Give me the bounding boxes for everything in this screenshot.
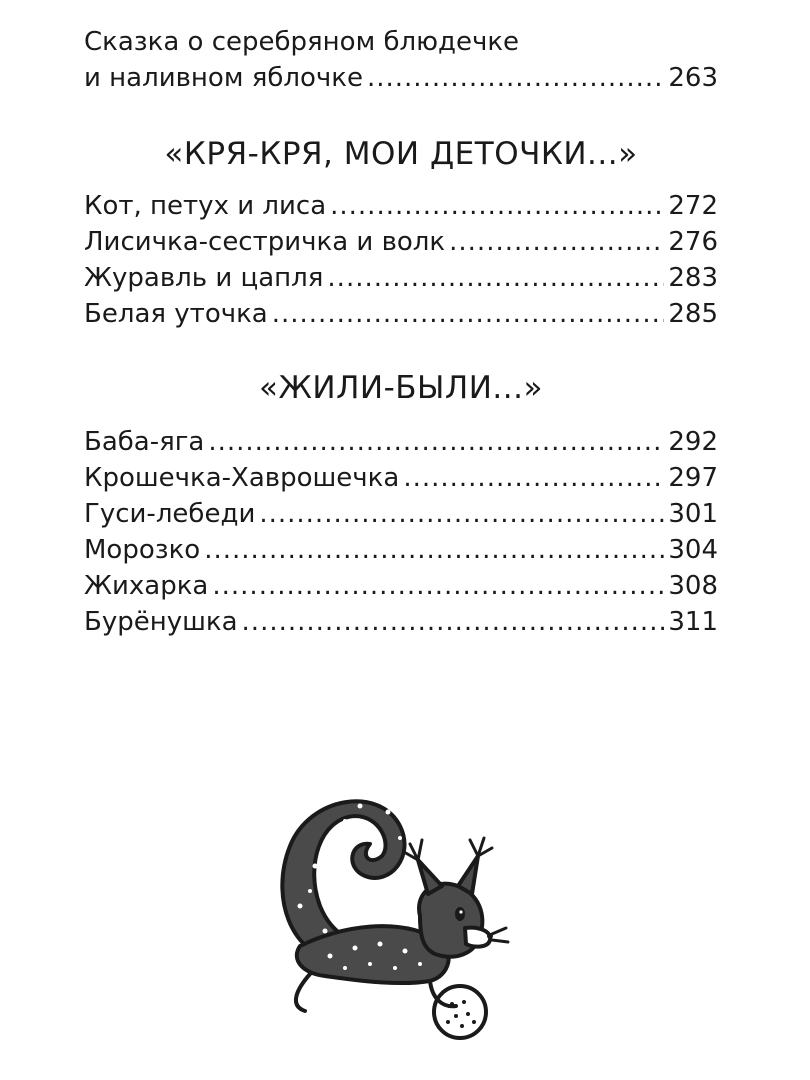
toc-entry bbox=[84, 188, 718, 224]
toc-entry-title: Гуси-лебеди bbox=[84, 499, 256, 529]
squirrel-illustration-icon bbox=[270, 776, 520, 1056]
toc-entry bbox=[84, 60, 718, 96]
dot-leader bbox=[204, 532, 664, 568]
toc-entry-page: 263 bbox=[668, 63, 718, 93]
dot-leader bbox=[259, 496, 664, 532]
table-of-contents bbox=[84, 24, 718, 640]
toc-entry bbox=[84, 424, 718, 460]
dot-leader bbox=[327, 260, 664, 296]
toc-entry-page: 304 bbox=[668, 535, 718, 565]
toc-entry-title-line-1: Сказка о серебряном блюдечке bbox=[84, 27, 520, 57]
toc-entry bbox=[84, 460, 718, 496]
toc-entry-title: Белая уточка bbox=[84, 299, 268, 329]
toc-entry bbox=[84, 568, 718, 604]
toc-entry-title: Жихарка bbox=[84, 571, 209, 601]
toc-entry-page: 311 bbox=[668, 607, 718, 637]
toc-entry bbox=[84, 296, 718, 332]
dot-leader bbox=[208, 424, 664, 460]
toc-entry-title: Бурёнушка bbox=[84, 607, 238, 637]
toc-entry-title: Баба-яга bbox=[84, 427, 205, 457]
toc-entry bbox=[84, 604, 718, 640]
toc-entry bbox=[84, 260, 718, 296]
section-heading: «ЖИЛИ-БЫЛИ...» bbox=[259, 370, 543, 406]
toc-entry-title: Лисичка-сестричка и волк bbox=[84, 227, 446, 257]
toc-entry-title: и наливном яблочке bbox=[84, 63, 363, 93]
section-heading: «КРЯ-КРЯ, МОИ ДЕТОЧКИ...» bbox=[164, 136, 638, 172]
toc-entry-page: 292 bbox=[668, 427, 718, 457]
dot-leader bbox=[212, 568, 664, 604]
toc-entry bbox=[84, 224, 718, 260]
toc-entry-page: 297 bbox=[668, 463, 718, 493]
toc-entry-title: Журавль и цапля bbox=[84, 263, 324, 293]
dot-leader bbox=[272, 296, 665, 332]
toc-entry bbox=[84, 496, 718, 532]
toc-entry bbox=[84, 532, 718, 568]
toc-entry-page: 272 bbox=[668, 191, 718, 221]
dot-leader bbox=[449, 224, 664, 260]
toc-entry-page: 283 bbox=[668, 263, 718, 293]
toc-entry-page: 276 bbox=[668, 227, 718, 257]
dot-leader bbox=[403, 460, 664, 496]
dot-leader bbox=[367, 60, 664, 96]
toc-entry-page: 285 bbox=[668, 299, 718, 329]
dot-leader bbox=[242, 604, 665, 640]
toc-entry-title: Кот, петух и лиса bbox=[84, 191, 327, 221]
toc-entry-page: 308 bbox=[668, 571, 718, 601]
toc-entry-page: 301 bbox=[668, 499, 718, 529]
toc-entry-title: Крошечка-Хаврошечка bbox=[84, 463, 400, 493]
dot-leader bbox=[330, 188, 664, 224]
toc-entry-title: Морозко bbox=[84, 535, 201, 565]
